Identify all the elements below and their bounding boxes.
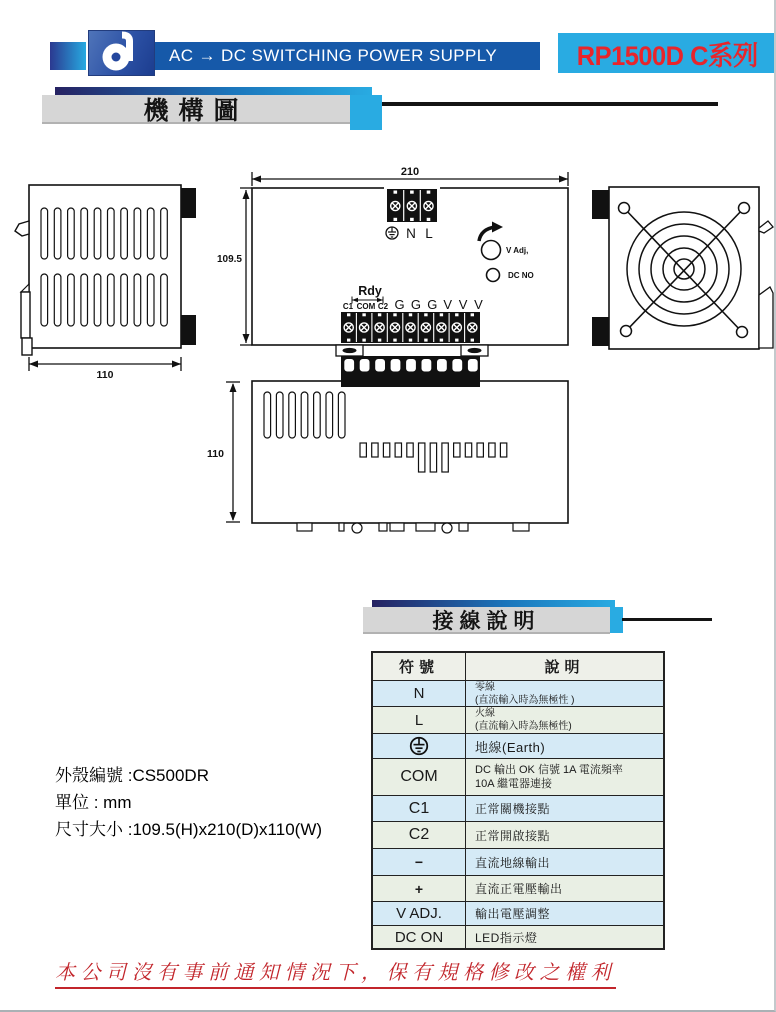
dimension-109-5: [240, 188, 252, 345]
vent-slots: [264, 392, 345, 438]
desc-cell: 正常關機接點: [475, 802, 551, 816]
table-row: [373, 901, 663, 925]
symbol-header: 符號: [373, 653, 466, 680]
din-clip-hook: [759, 221, 773, 233]
din-clip-hook: [15, 221, 29, 236]
terminal-label: C1: [342, 302, 354, 311]
table-row: [373, 758, 663, 795]
desc-cell: LED指示燈: [475, 930, 538, 945]
banner-rule: [382, 102, 718, 106]
dc-terminal-block: [341, 312, 480, 343]
section-title-wiring: 接線說明: [363, 607, 610, 634]
mount-tab: [181, 188, 196, 218]
table-row: [373, 821, 663, 848]
case-specs: [55, 762, 322, 843]
table-row: [373, 848, 663, 875]
terminal-l-label: L: [425, 226, 433, 241]
front-view: [217, 166, 568, 356]
terminal-label: V: [474, 297, 483, 312]
terminal-block-profile: [341, 356, 480, 387]
terminal-label: G: [394, 297, 405, 312]
series-name: RP1500D C系列: [576, 40, 758, 71]
v-adj-label: V Adj,: [506, 246, 529, 255]
desc-cell: DC 輸出 OK 信號 1A 電流頻率 10A 繼電器連接: [475, 763, 623, 790]
front-width-label: 210: [400, 166, 420, 178]
front-height-label: 109.5: [216, 254, 242, 265]
earth-ground-icon: [408, 735, 430, 757]
din-clip-slider: [759, 287, 773, 348]
spec-line-dimensions: 尺寸大小 :109.5(H)x210(D)x110(W): [55, 820, 323, 839]
v-adj-knob: [482, 241, 501, 260]
page-title: AC → DC SWITCHING POWER SUPPLY: [169, 46, 498, 65]
terminal-label: G: [410, 297, 421, 312]
symbol-cell: V ADJ.: [373, 902, 466, 925]
symbol-cell: DC ON: [373, 926, 466, 948]
spec-line-unit: 單位 : mm: [55, 793, 132, 812]
desc-cell: 直流地線輸出: [475, 855, 551, 870]
symbol-cell: COM: [373, 759, 466, 795]
symbol-cell: C2: [373, 822, 466, 848]
desc-cell: 直流正電壓輸出: [475, 882, 563, 896]
table-row: [373, 680, 663, 706]
wiring-table: [371, 651, 665, 950]
desc-cell: 正常開啟接點: [475, 828, 551, 843]
table-row: [373, 795, 663, 821]
banner-accent-tab: [350, 95, 382, 130]
accent-gradient-block: [50, 42, 86, 70]
table-header-row: [373, 653, 663, 680]
side-view: [15, 185, 196, 381]
legal-notice: 本公司沒有事前通知情況下，保有規格修改之權利: [55, 956, 616, 985]
series-tab: [558, 33, 776, 73]
terminal-label: C2: [377, 302, 389, 311]
side-width-label: 110: [96, 369, 114, 381]
desc-cell: 輸出電壓調整: [475, 907, 551, 921]
mount-tab: [592, 317, 609, 346]
dimension-110-bottom: [226, 382, 240, 522]
terminal-label: COM: [356, 302, 376, 311]
bottom-view: [207, 381, 568, 533]
desc-cell: 零線 (直流輸入時為無極性 ): [475, 681, 575, 706]
bottom-depth-label: 110: [207, 448, 224, 460]
ac-terminal-block: [387, 189, 437, 222]
rdy-label: Rdy: [358, 284, 382, 298]
symbol-cell: L: [373, 707, 466, 733]
desc-cell: 地線(Earth): [475, 739, 546, 755]
dc-indicator-label: DC NO: [508, 271, 534, 280]
header-title-bar: [155, 42, 540, 70]
table-row: [373, 733, 663, 758]
symbol-cell: −: [373, 849, 466, 875]
bottom-edge-features: [297, 523, 529, 533]
table-row: [373, 706, 663, 733]
terminal-label: V: [458, 297, 468, 312]
brand-logo: [88, 30, 155, 76]
d-logo-icon: [89, 31, 154, 75]
table-row: [373, 925, 663, 948]
din-clip-slider: [21, 292, 30, 338]
spec-line-case-number: 外殼編號 :CS500DR: [55, 766, 209, 785]
dc-indicator-led: [487, 269, 500, 282]
symbol-cell: C1: [373, 796, 466, 821]
fan-view: [592, 187, 773, 349]
terminal-label: G: [427, 297, 438, 312]
banner-accent-tab: [608, 607, 623, 633]
symbol-cell: [373, 734, 466, 758]
section-title-mechanism: 機構圖: [42, 95, 350, 124]
symbol-cell: +: [373, 876, 466, 901]
symbol-cell: N: [373, 681, 466, 706]
mount-tab: [181, 315, 196, 345]
banner-rule: [622, 618, 712, 621]
mount-tab: [592, 190, 609, 219]
terminal-label: V: [443, 297, 453, 312]
desc-cell: 火線 (直流輸入時為無極性): [475, 708, 572, 732]
terminal-n-label: N: [406, 226, 416, 241]
description-header: 說明: [544, 659, 585, 676]
table-row: [373, 875, 663, 901]
mounting-feet: [336, 345, 488, 356]
